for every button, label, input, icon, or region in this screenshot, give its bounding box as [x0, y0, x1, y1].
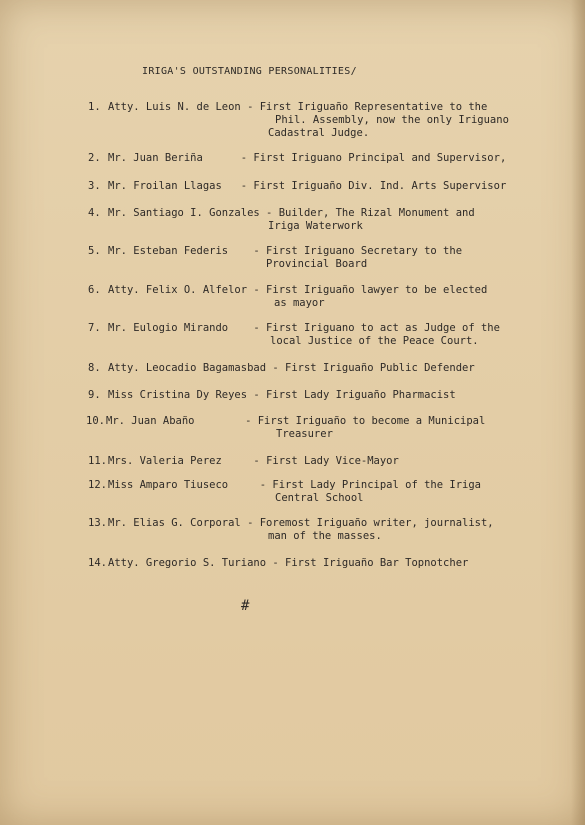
item-description: First Iriguaño Public Defender [285, 362, 475, 374]
item-description-cont: Treasurer [276, 428, 333, 440]
item-description-cont: Iriga Waterwork [268, 220, 363, 232]
item-separator: - [240, 101, 260, 113]
list-item [88, 557, 548, 570]
item-name: Mr. Eulogio Mirando [108, 322, 229, 334]
list-item [88, 101, 548, 140]
item-number: 7. [88, 322, 101, 334]
item-description-cont: local Justice of the Peace Court. [270, 335, 479, 347]
item-description: First Iriguano Principal and Supervisor, [253, 152, 507, 164]
list-item [88, 479, 548, 505]
list-item [88, 455, 548, 468]
item-separator: - [247, 284, 267, 296]
item-description: Builder, The Rizal Monument and [278, 207, 475, 219]
item-name: Atty. Leocadio Bagamasbad [108, 362, 267, 374]
item-number: 8. [88, 362, 101, 374]
item-separator: - [259, 207, 279, 219]
item-name: Mrs. Valeria Perez [108, 455, 222, 467]
item-description: First Iriguano to act as Judge of the [266, 322, 500, 334]
page-edge-shadow [571, 0, 585, 825]
end-mark: # [241, 598, 250, 614]
list-item [88, 517, 548, 543]
item-name: Atty. Felix O. Alfelor [108, 284, 248, 296]
document-title: IRIGA'S OUTSTANDING PERSONALITIES/ [142, 66, 357, 77]
item-description: First Iriguaño Div. Ind. Arts Supervisor [253, 180, 507, 192]
list-item [88, 245, 548, 271]
item-separator: - [228, 322, 267, 334]
item-description: First Lady Iriguaño Pharmacist [266, 389, 456, 401]
list-item [88, 322, 548, 348]
list-item [88, 362, 548, 375]
item-number: 13. [88, 517, 107, 529]
item-number: 4. [88, 207, 101, 219]
item-description-cont: Cadastral Judge. [268, 127, 370, 139]
item-number: 14. [88, 557, 107, 569]
item-description-cont: Phil. Assembly, now the only Iriguano [275, 114, 509, 126]
list-item [88, 284, 548, 310]
item-description: First Iriguaño lawyer to be elected [266, 284, 488, 296]
item-separator: - [266, 557, 286, 569]
item-separator: - [247, 389, 267, 401]
item-description: First Lady Vice-Mayor [266, 455, 399, 467]
item-description: Foremost Iriguaño writer, journalist, [259, 517, 494, 529]
item-number: 1. [88, 101, 101, 113]
item-description-cont: Central School [275, 492, 364, 504]
item-description: First Lady Principal of the Iriga [272, 479, 481, 491]
list-item [88, 180, 548, 193]
list-item [86, 415, 546, 441]
item-description: First Iriguaño to become a Municipal [257, 415, 486, 427]
list-item [88, 152, 548, 165]
item-description-cont: man of the masses. [268, 530, 382, 542]
item-description: First Iriguano Secretary to the [266, 245, 463, 257]
item-number: 2. [88, 152, 101, 164]
item-separator: - [221, 180, 254, 192]
item-number: 3. [88, 180, 101, 192]
item-description-cont: as mayor [274, 297, 325, 309]
item-number: 10. [86, 415, 105, 427]
item-number: 12. [88, 479, 107, 491]
item-separator: - [240, 517, 260, 529]
item-description: First Iriguaño Bar Topnotcher [285, 557, 469, 569]
item-name: Mr. Elias G. Corporal [108, 517, 241, 529]
item-name: Miss Amparo Tiuseco [108, 479, 229, 491]
item-separator: - [228, 245, 267, 257]
item-separator: - [266, 362, 286, 374]
item-number: 9. [88, 389, 101, 401]
item-separator: - [221, 455, 267, 467]
list-item [88, 389, 548, 402]
item-name: Atty. Luis N. de Leon [108, 101, 241, 113]
item-number: 5. [88, 245, 101, 257]
item-name: Mr. Esteban Federis [108, 245, 229, 257]
item-separator: - [228, 479, 273, 491]
item-name: Atty. Gregorio S. Turiano [108, 557, 267, 569]
item-name: Mr. Froilan Llagas [108, 180, 222, 192]
item-separator: - [194, 415, 258, 427]
item-name: Miss Cristina Dy Reyes [108, 389, 248, 401]
item-separator: - [202, 152, 254, 164]
item-name: Mr. Santiago I. Gonzales [108, 207, 260, 219]
list-item [88, 207, 548, 233]
item-description-cont: Provincial Board [266, 258, 368, 270]
item-name: Mr. Juan Beriña [108, 152, 203, 164]
item-number: 6. [88, 284, 101, 296]
item-description: First Iriguaño Representative to the [259, 101, 488, 113]
item-number: 11. [88, 455, 107, 467]
item-name: Mr. Juan Abaño [106, 415, 195, 427]
